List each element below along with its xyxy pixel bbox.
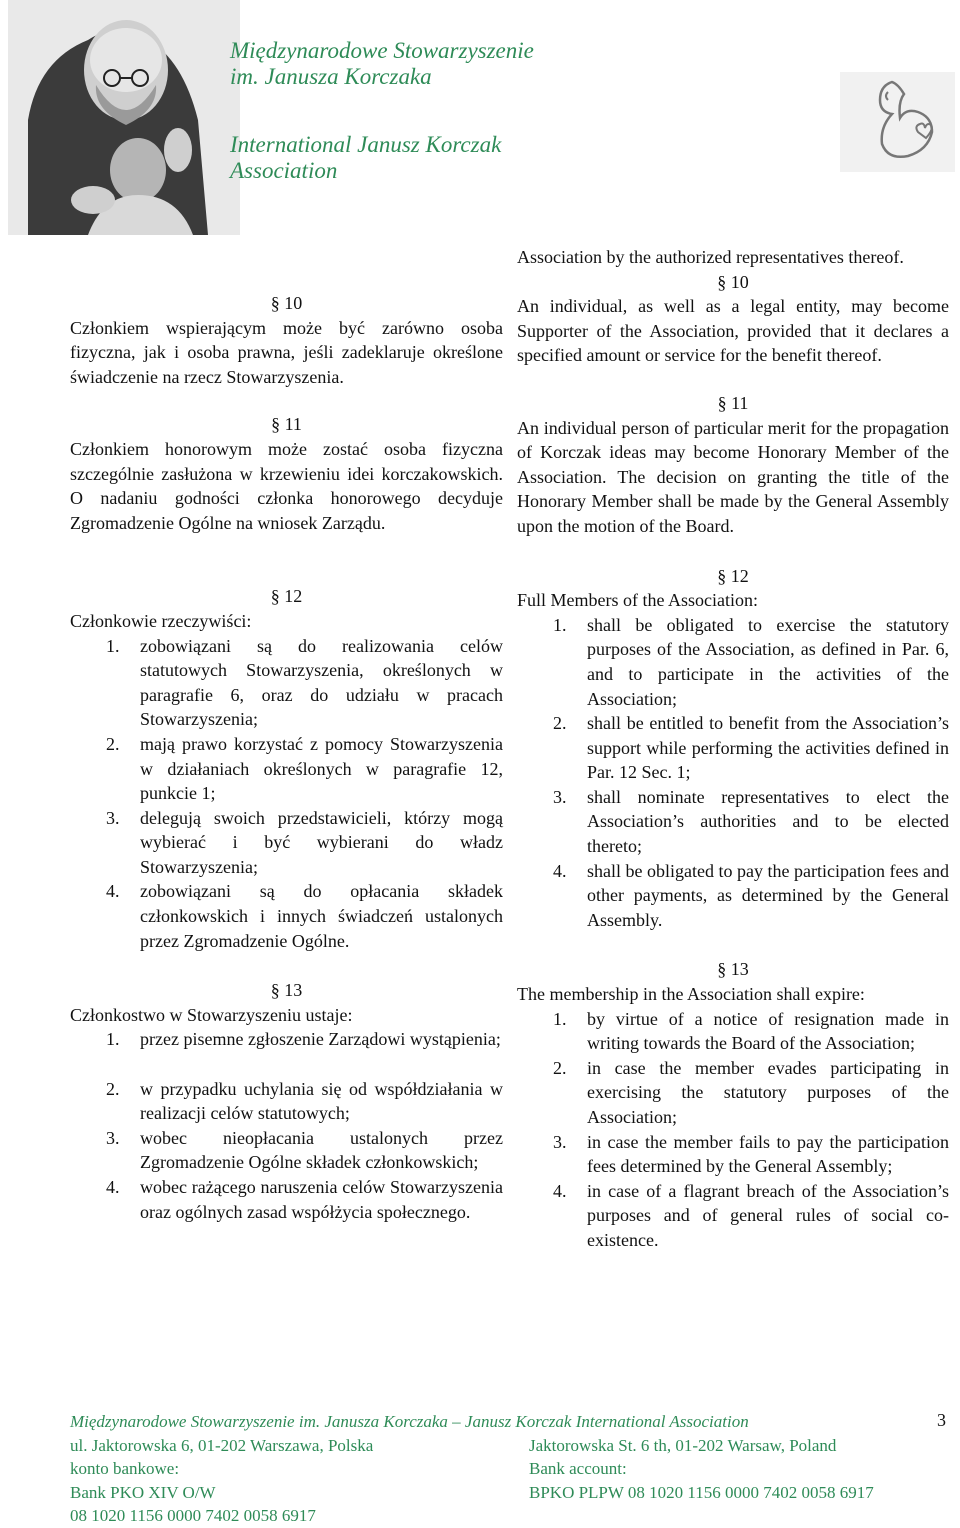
section-number-pl-12: § 12 [270, 586, 303, 607]
list-item: 1. przez pisemne zgłoszenie Zarządowi wystąpienia; [106, 1029, 501, 1050]
bird-heart-logo [840, 72, 955, 172]
footer-account-label-en: Bank account: [529, 1459, 627, 1478]
list-item: 4. wobec rażącego naruszenia celów Stowarzyszenia oraz ogólnych zasad współżycia społecznego. [106, 1177, 503, 1222]
footer-address-pl: ul. Jaktorowska 6, 01-202 Warszawa, Polska [70, 1435, 374, 1455]
section-number-en-11: § 11 [717, 392, 749, 413]
footer-org-line: Międzynarodowe Stowarzyszenie im. Janusza Korczaka – Janusz Korczak International Association [70, 1412, 749, 1431]
section-text-en-11: An individual person of particular merit for the propagation of Korczak ideas may become Honorary Member of the Association. The decision on granting the title of the Honorary Member shall be made by the General Assembly upon the motion of the Board. [517, 417, 949, 536]
section-intro-pl-12: Członkowie rzeczywiści: [70, 610, 252, 631]
section-intro-en-12: Full Members of the Association: [517, 590, 758, 611]
org-name-pl-line1: Międzynarodowe Stowarzyszenie [230, 38, 534, 63]
list-item: 3. delegują swoich przedstawicieli, którzy mogą wybierać i być wybierani do władz Stowarzyszenia; [106, 807, 503, 877]
section-text-pl-11: Członkiem honorowym może zostać osoba fizyczna szczególnie zasłużona w krzewieniu idei korczakowskich. O nadaniu godności członka honorowego decyduje Zgromadzenie Ogólne na wniosek Zarządu. [70, 438, 503, 533]
list-item: 2. in case the member evades participating in exercising the statutory purposes of the Association; [553, 1057, 949, 1127]
section-text-pl-10: Członkiem wspierającym może być zarówno osoba fizyczna, jak i osoba prawna, jeśli zadeklaruje określone świadczenie na rzecz Stowarzyszenia. [70, 317, 503, 387]
list-item: 3. shall nominate representatives to elect the Association’s authorities and to be elected thereto; [553, 786, 949, 857]
list-item: 4. in case of a flagrant breach of the Association’s purposes and of general rules of social co-existence. [553, 1180, 949, 1250]
list-item: 4. zobowiązani są do opłacania składek członkowskich i innych świadczeń ustalonych przez Zgromadzenie Ogólne. [106, 881, 503, 951]
section-number-en-13: § 13 [717, 959, 749, 980]
list-item: 4. shall be obligated to pay the participation fees and other payments, as determined by the General Assembly. [553, 860, 949, 930]
section-text-en-10: An individual, as well as a legal entity, may become Supporter of the Association, provided that it declares a specified amount or service for the benefit thereof. [517, 296, 949, 366]
page-number: 3 [937, 1410, 946, 1430]
list-pl-13 [70, 1027, 503, 1224]
footer-account-number: 08 1020 1156 0000 7402 0058 6917 [70, 1506, 316, 1525]
org-name-en-line1: International Janusz Korczak [230, 132, 502, 157]
section-number-pl-11: § 11 [271, 414, 302, 435]
list-en-12 [517, 613, 949, 933]
section-number-pl-10: § 10 [270, 293, 303, 313]
section-number-en-12: § 12 [717, 565, 749, 586]
list-item: 2. shall be entitled to benefit from the Association’s support while performing the activities defined in Par. 12 Sec. 1; [553, 713, 949, 783]
org-name-en-line2: Association [230, 158, 338, 183]
list-item: 3. in case the member fails to pay the participation fees determined by the General Assembly; [553, 1131, 949, 1177]
section-number-en-10: § 10 [717, 271, 749, 292]
list-item: 3. wobec nieopłacania ustalonych przez Zgromadzenie Ogólne składek członkowskich; [106, 1127, 503, 1173]
list-item: 1. zobowiązani są do realizowania celów statutowych Stowarzyszenia, określonych w paragrafie 6, oraz do udziału w pracach Stowarzyszenia; [106, 635, 503, 730]
list-item: 1. shall be obligated to exercise the statutory purposes of the Association, as defined in Par. 6, and to participate in the activities of the Association; [553, 614, 949, 709]
page-footer [70, 1410, 950, 1528]
polish-column [70, 291, 503, 1224]
section-number-pl-13: § 13 [270, 980, 303, 1001]
section-intro-en-13: The membership in the Association shall expire: [517, 984, 865, 1005]
korczak-portrait-photo [8, 0, 240, 235]
footer-bank-pl: Bank PKO XIV O/W [70, 1482, 216, 1502]
org-name-pl-line2: im. Janusza Korczaka [230, 64, 432, 89]
english-column [517, 245, 949, 1253]
organization-name-block [230, 38, 650, 184]
list-item: 1. by virtue of a notice of resignation made in writing towards the Board of the Association; [553, 1008, 949, 1054]
footer-address-en: Jaktorowska St. 6 th, 01-202 Warsaw, Poland [529, 1435, 837, 1455]
list-pl-12 [70, 634, 503, 954]
list-item: 2. mają prawo korzystać z pomocy Stowarzyszenia w działaniach określonych w paragrafie 12, punkcie 1; [106, 733, 503, 804]
list-item: 2. w przypadku uchylania się od współdziałania w realizacji celów statutowych; [106, 1078, 503, 1124]
section-intro-pl-13: Członkostwo w Stowarzyszeniu ustaje: [70, 1004, 353, 1025]
footer-account-label-pl: konto bankowe: [70, 1459, 180, 1478]
list-en-13 [517, 1007, 949, 1253]
continuation-text-en: Association by the authorized representatives thereof. [517, 247, 904, 267]
footer-bank-en: BPKO PLPW 08 1020 1156 0000 7402 0058 6917 [529, 1482, 874, 1502]
